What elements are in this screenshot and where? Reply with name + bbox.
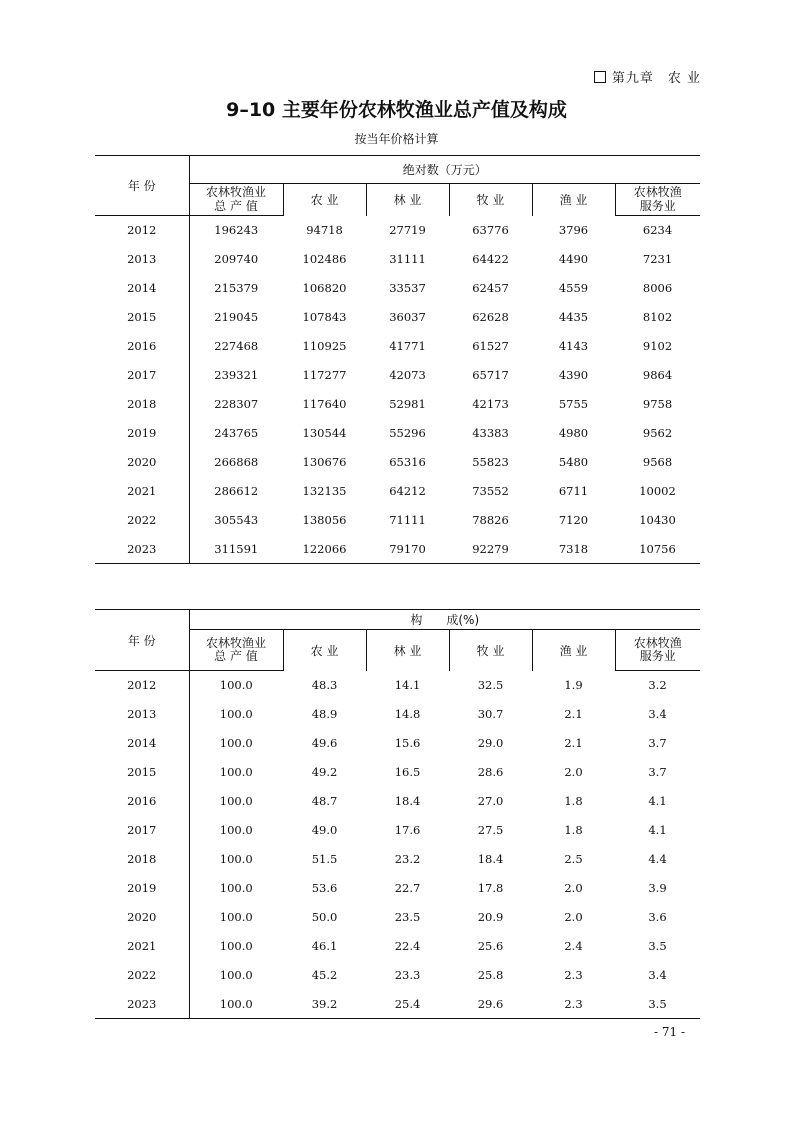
value-cell: 52981	[389, 397, 426, 411]
table-row	[95, 990, 700, 1019]
table-row	[95, 787, 700, 816]
value-cell: 22.7	[394, 881, 421, 895]
value-cell: 42173	[472, 397, 509, 411]
year-cell: 2015	[127, 310, 157, 324]
table-row	[95, 448, 700, 477]
value-cell: 107843	[302, 310, 347, 324]
value-cell: 4.1	[648, 823, 667, 837]
value-cell: 29.0	[477, 736, 504, 750]
value-cell: 48.7	[311, 794, 338, 808]
value-cell: 61527	[472, 339, 509, 353]
value-cell: 2.0	[564, 910, 583, 924]
table-row	[95, 816, 700, 845]
value-cell: 32.5	[477, 678, 504, 692]
page-title: 9–10 主要年份农林牧渔业总产值及构成	[226, 99, 567, 121]
year-cell: 2020	[127, 910, 157, 924]
value-cell: 71111	[389, 513, 426, 527]
value-cell: 78826	[472, 513, 509, 527]
page-subtitle: 按当年价格计算	[354, 132, 439, 146]
value-cell: 43383	[472, 426, 509, 440]
table-row	[95, 903, 700, 932]
year-header: 年 份	[95, 156, 189, 216]
value-cell: 15.6	[394, 736, 421, 750]
value-cell: 100.0	[189, 932, 283, 961]
value-cell: 3.5	[648, 996, 667, 1011]
value-cell: 14.8	[394, 707, 421, 721]
value-cell: 5480	[558, 455, 589, 469]
value-cell: 4490	[558, 252, 589, 266]
value-cell: 63776	[472, 223, 509, 237]
table1-body	[95, 216, 700, 564]
value-cell: 48.3	[311, 678, 338, 692]
value-cell: 17.8	[477, 881, 504, 895]
value-cell: 100.0	[189, 961, 283, 990]
value-cell: 30.7	[477, 707, 504, 721]
table-row	[95, 506, 700, 535]
value-cell: 42073	[389, 368, 426, 382]
value-cell: 215379	[189, 274, 283, 303]
value-cell: 132135	[302, 484, 347, 498]
value-cell: 6234	[642, 223, 673, 238]
year-cell: 2021	[127, 484, 157, 498]
total-header-line2: 总 产 值	[214, 198, 258, 213]
value-cell: 106820	[302, 281, 347, 295]
service-header-line2: 服务业	[639, 198, 676, 213]
value-cell: 196243	[189, 216, 283, 245]
value-cell: 219045	[189, 303, 283, 332]
value-cell: 27719	[389, 223, 426, 237]
value-cell: 138056	[302, 513, 347, 527]
fishery-header: 渔 业	[532, 184, 615, 216]
total-output-header	[189, 630, 283, 671]
group-header: 绝对数（万元）	[189, 156, 700, 184]
value-cell: 110925	[302, 339, 347, 353]
value-cell: 102486	[302, 252, 347, 266]
year-cell: 2019	[127, 881, 157, 895]
table-row	[95, 874, 700, 903]
value-cell: 3.2	[648, 678, 667, 693]
service-header-line1: 农林牧渔	[633, 185, 682, 200]
year-cell: 2021	[127, 939, 157, 953]
value-cell: 9568	[642, 455, 673, 469]
value-cell: 73552	[472, 484, 509, 498]
value-cell: 48.9	[311, 707, 338, 721]
value-cell: 18.4	[394, 794, 421, 808]
value-cell: 36037	[389, 310, 426, 324]
value-cell: 100.0	[189, 874, 283, 903]
year-cell: 2012	[127, 678, 157, 693]
year-cell: 2013	[127, 252, 157, 266]
value-cell: 243765	[189, 419, 283, 448]
value-cell: 25.4	[394, 996, 421, 1011]
value-cell: 23.3	[394, 968, 421, 982]
husbandry-header: 牧 业	[449, 184, 532, 216]
table-row	[95, 477, 700, 506]
value-cell: 2.5	[564, 852, 583, 866]
table-row	[95, 332, 700, 361]
table-row	[95, 671, 700, 700]
value-cell: 62628	[472, 310, 509, 324]
value-cell: 10002	[639, 484, 676, 498]
agriculture-header: 农 业	[283, 630, 366, 671]
page-number: - 71 -	[653, 1025, 685, 1039]
value-cell: 64422	[472, 252, 509, 266]
value-cell: 9864	[642, 368, 673, 382]
value-cell: 4559	[558, 281, 589, 295]
value-cell: 2.4	[564, 939, 583, 953]
value-cell: 22.4	[394, 939, 421, 953]
value-cell: 6711	[558, 484, 589, 498]
value-cell: 3.9	[648, 881, 667, 895]
value-cell: 1.8	[564, 823, 583, 837]
value-cell: 28.6	[477, 765, 504, 779]
value-cell: 4390	[558, 368, 589, 382]
value-cell: 14.1	[394, 678, 421, 692]
service-header	[615, 184, 700, 216]
value-cell: 65316	[389, 455, 426, 469]
value-cell: 31111	[389, 252, 426, 266]
fishery-header: 渔 业	[532, 630, 615, 671]
service-header-line2: 服务业	[639, 649, 676, 663]
value-cell: 1.8	[564, 794, 583, 808]
value-cell: 2.3	[564, 996, 583, 1011]
year-cell: 2019	[127, 426, 157, 440]
value-cell: 51.5	[311, 852, 338, 866]
value-cell: 64212	[389, 484, 426, 498]
value-cell: 2.0	[564, 881, 583, 895]
year-cell: 2018	[127, 852, 157, 866]
value-cell: 62457	[472, 281, 509, 295]
value-cell: 130676	[302, 455, 347, 469]
value-cell: 27.0	[477, 794, 504, 808]
value-cell: 50.0	[311, 910, 338, 924]
value-cell: 7120	[558, 513, 589, 527]
value-cell: 20.9	[477, 910, 504, 924]
value-cell: 3796	[558, 223, 589, 237]
value-cell: 3.7	[648, 736, 667, 750]
value-cell: 8102	[642, 310, 673, 324]
year-cell: 2022	[127, 513, 157, 527]
value-cell: 4980	[558, 426, 589, 440]
value-cell: 65717	[472, 368, 509, 382]
value-cell: 49.2	[311, 765, 338, 779]
value-cell: 100.0	[189, 671, 283, 700]
value-cell: 117277	[302, 368, 347, 382]
year-header: 年 份	[95, 610, 189, 671]
value-cell: 17.6	[394, 823, 421, 837]
value-cell: 25.8	[477, 968, 504, 982]
value-cell: 10756	[639, 541, 676, 556]
year-cell: 2014	[127, 736, 157, 750]
value-cell: 33537	[389, 281, 426, 295]
table-row	[95, 274, 700, 303]
value-cell: 7231	[642, 252, 673, 266]
year-cell: 2012	[127, 223, 157, 238]
value-cell: 100.0	[189, 758, 283, 787]
value-cell: 100.0	[189, 729, 283, 758]
value-cell: 3.4	[648, 707, 667, 721]
value-cell: 305543	[189, 506, 283, 535]
value-cell: 2.3	[564, 968, 583, 982]
value-cell: 4.4	[648, 852, 667, 866]
table-row	[95, 932, 700, 961]
year-cell: 2017	[127, 823, 157, 837]
value-cell: 27.5	[477, 823, 504, 837]
value-cell: 100.0	[189, 903, 283, 932]
year-cell: 2016	[127, 339, 157, 353]
table-row	[95, 303, 700, 332]
value-cell: 3.6	[648, 910, 667, 924]
value-cell: 7318	[558, 541, 589, 556]
table-row	[95, 361, 700, 390]
value-cell: 23.2	[394, 852, 421, 866]
chapter-label: 第九章 农 业	[611, 71, 701, 86]
value-cell: 100.0	[189, 816, 283, 845]
value-cell: 228307	[189, 390, 283, 419]
year-cell: 2017	[127, 368, 157, 382]
total-output-header	[189, 184, 283, 216]
table-row	[95, 216, 700, 245]
year-cell: 2014	[127, 281, 157, 295]
value-cell: 100.0	[189, 700, 283, 729]
value-cell: 286612	[189, 477, 283, 506]
value-cell: 10430	[639, 513, 676, 527]
value-cell: 100.0	[189, 845, 283, 874]
value-cell: 4435	[558, 310, 589, 324]
year-cell: 2020	[127, 455, 157, 469]
year-cell: 2016	[127, 794, 157, 808]
service-header	[615, 630, 700, 671]
value-cell: 9562	[642, 426, 673, 440]
value-cell: 2.1	[564, 736, 583, 750]
value-cell: 49.0	[311, 823, 338, 837]
value-cell: 9102	[642, 339, 673, 353]
value-cell: 53.6	[311, 881, 338, 895]
value-cell: 23.5	[394, 910, 421, 924]
value-cell: 55296	[389, 426, 426, 440]
value-cell: 209740	[189, 245, 283, 274]
table-row	[95, 390, 700, 419]
table-row	[95, 535, 700, 564]
value-cell: 46.1	[311, 939, 338, 953]
value-cell: 4.1	[648, 794, 667, 808]
year-cell: 2023	[127, 541, 157, 556]
husbandry-header: 牧 业	[449, 630, 532, 671]
value-cell: 122066	[302, 541, 347, 556]
table-row	[95, 700, 700, 729]
value-cell: 45.2	[311, 968, 338, 982]
absolute-value-table	[95, 155, 700, 564]
value-cell: 49.6	[311, 736, 338, 750]
value-cell: 41771	[389, 339, 426, 353]
forestry-header: 林 业	[366, 630, 449, 671]
year-cell: 2023	[127, 996, 157, 1011]
service-header-line1: 农林牧渔	[633, 635, 682, 650]
table-row	[95, 845, 700, 874]
value-cell: 3.7	[648, 765, 667, 779]
value-cell: 4143	[558, 339, 589, 353]
table-row	[95, 758, 700, 787]
value-cell: 39.2	[311, 996, 338, 1011]
group-header: 构 成(%)	[189, 610, 700, 630]
table-row	[95, 419, 700, 448]
value-cell: 311591	[189, 535, 283, 564]
value-cell: 2.1	[564, 707, 583, 721]
value-cell: 227468	[189, 332, 283, 361]
year-cell: 2015	[127, 765, 157, 779]
value-cell: 266868	[189, 448, 283, 477]
value-cell: 79170	[389, 541, 426, 556]
chapter-header	[594, 67, 701, 86]
value-cell: 2.0	[564, 765, 583, 779]
value-cell: 8006	[642, 281, 673, 295]
value-cell: 100.0	[189, 990, 283, 1019]
value-cell: 92279	[472, 541, 509, 556]
table2-body	[95, 671, 700, 1019]
value-cell: 55823	[472, 455, 509, 469]
table-row	[95, 245, 700, 274]
total-header-line1: 农林牧渔业	[205, 185, 266, 200]
year-cell: 2018	[127, 397, 157, 411]
value-cell: 9758	[642, 397, 673, 411]
value-cell: 3.5	[648, 939, 667, 953]
value-cell: 130544	[302, 426, 347, 440]
value-cell: 29.6	[477, 996, 504, 1011]
year-cell: 2022	[127, 968, 157, 982]
value-cell: 1.9	[564, 678, 583, 692]
value-cell: 5755	[558, 397, 589, 411]
value-cell: 94718	[306, 223, 343, 237]
forestry-header: 林 业	[366, 184, 449, 216]
value-cell: 100.0	[189, 787, 283, 816]
value-cell: 3.4	[648, 968, 667, 982]
agriculture-header: 农 业	[283, 184, 366, 216]
value-cell: 25.6	[477, 939, 504, 953]
value-cell: 239321	[189, 361, 283, 390]
table-row	[95, 961, 700, 990]
value-cell: 117640	[302, 397, 347, 411]
value-cell: 18.4	[477, 852, 504, 866]
total-header-line2: 总 产 值	[214, 649, 258, 663]
value-cell: 16.5	[394, 765, 421, 779]
composition-table	[95, 609, 700, 1019]
total-header-line1: 农林牧渔业	[205, 635, 266, 650]
square-icon	[594, 71, 606, 83]
year-cell: 2013	[127, 707, 157, 721]
table-row	[95, 729, 700, 758]
